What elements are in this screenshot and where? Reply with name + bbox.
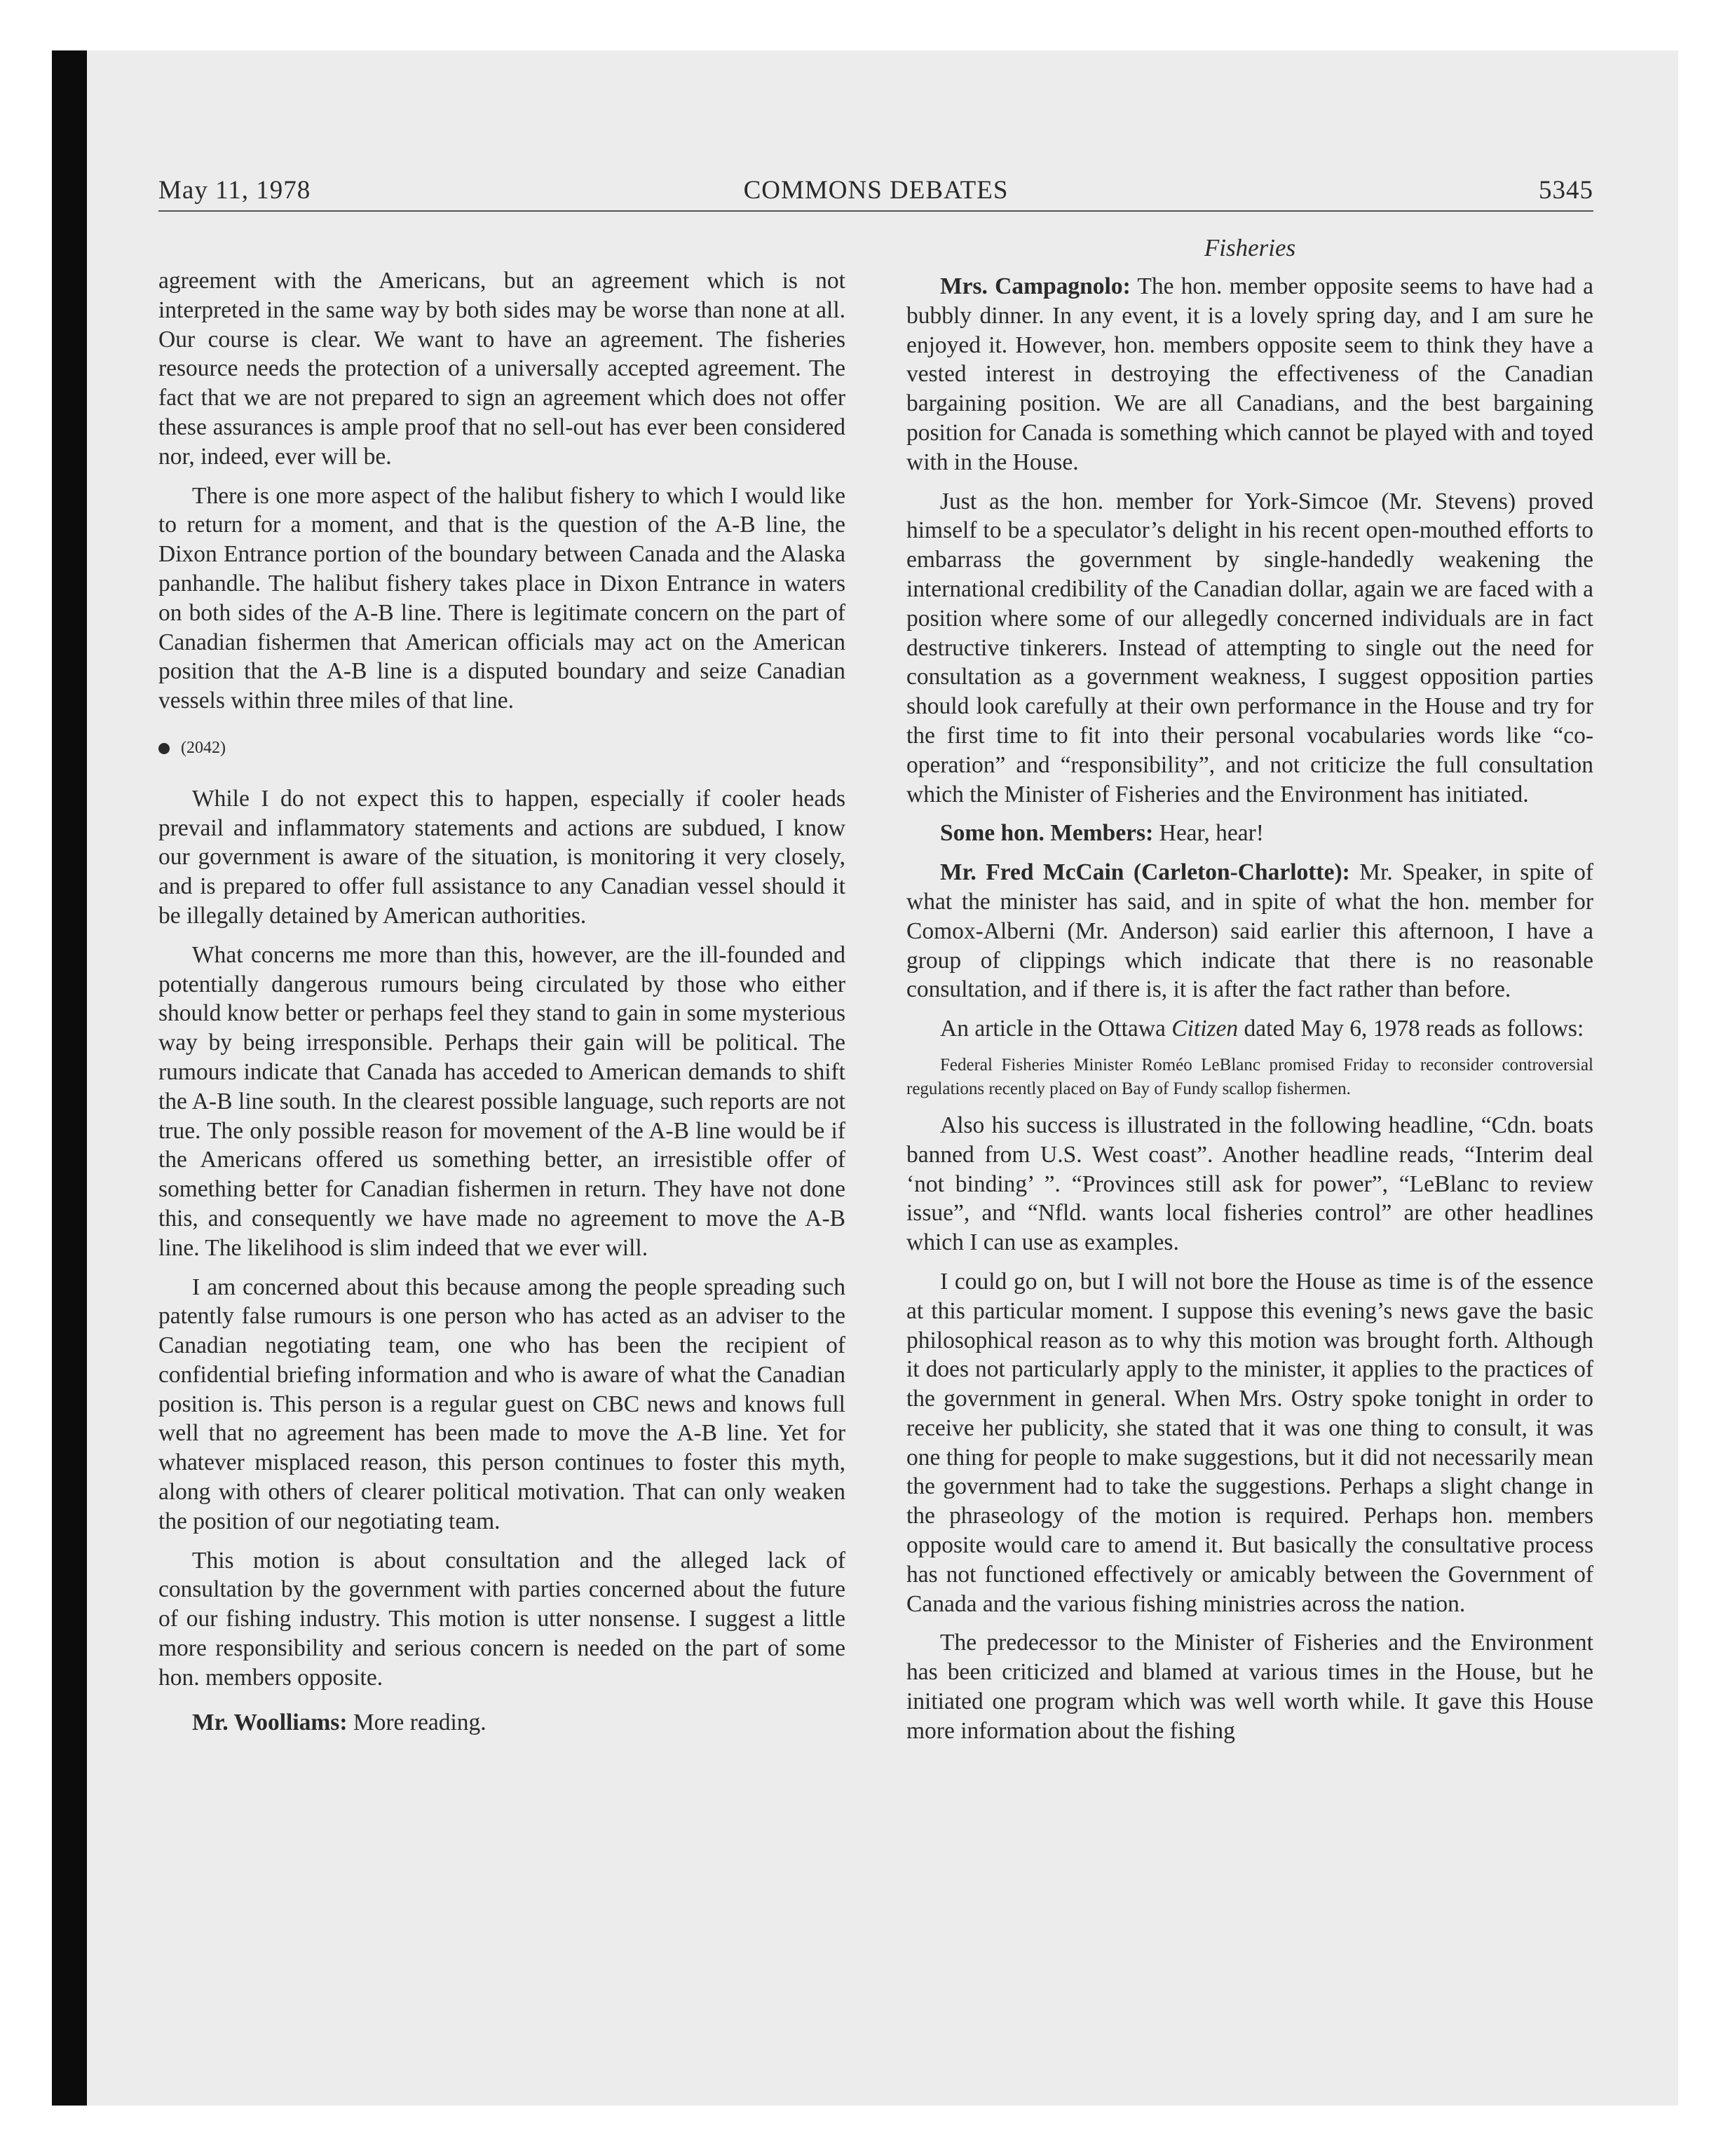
header-title: COMMONS DEBATES: [743, 176, 1009, 205]
paragraph: There is one more aspect of the halibut fishery to which I would like to return for a moment, and that is the question of the A-B line, the Dixon Entrance portion of the boundary between Canada and the Alaska panhandle. The halibut fishery takes place in Dixon Entrance in waters on both sides of the A-B line. There is legitimate concern on the part of Canadian fishermen that American officials may act on the American position that the A-B line is a disputed boundary and seize Canadian vessels within three miles of that line.: [158, 482, 845, 714]
paragraph: agreement with the Americans, but an agreement which is not interpreted in the same way by both sides may be worse than none at all. Our course is clear. We want to have an agreement. The fisheries resource needs the protection of a universally accepted agreement. The fact that we are not prepared to sign an agreement which does not offer these assurances is ample proof that no sell-out has ever been considered nor, indeed, ever will be.: [158, 268, 845, 470]
header-date: May 11, 1978: [158, 176, 311, 205]
article-intro: An article in the Ottawa: [940, 1016, 1166, 1042]
paragraph: Just as the hon. member for York-Simcoe (Mr. Stevens) proved himself to be a speculator’s delight in his recent open-mouthed efforts to embarrass the government by single-handedly weakening the international credibility of the Canadian dollar, again we are faced with a position where some of our allegedly concerned individuals are in fact destructive tinkerers. Instead of attempting to single out the need for consultation as a government weakness, I suggest opposition parties should look carefully at their own performance in the House and try for the first time to fit into their personal vocabularies words like “co-operation” and “responsibility”, and not criticize the full consultation which the Minister of Fisheries and the Environment has initiated.: [906, 488, 1593, 807]
paragraph: What concerns me more than this, however, are the ill-founded and potentially dangerous rumours being circulated by those who either should know better or perhaps feel they stand to gain in some mysterious way by being irresponsible. Perhaps their gain will be political. The rumours indicate that Canada has acceded to American demands to shift the A-B line south. In the clearest possible language, such reports are not true. The only possible reason for movement of the A-B line would be if the Americans offered us something better, an irresistible offer of something better for Canadian fishermen in return. They have not done this, and consequently we have made no agreement to move the A-B line. The likelihood is slim indeed that we ever will.: [158, 941, 845, 1261]
page-number: 5345: [1539, 176, 1593, 205]
speaker-name: Some hon. Members:: [940, 820, 1154, 847]
scan-edge-bar: [52, 50, 87, 2106]
speaker-name: Mrs. Campagnolo:: [940, 273, 1131, 299]
right-column: [906, 231, 1593, 1756]
speech-text: Mr. Speaker, in spite of what the minister has said, and in spite of what the hon. member for Comox-Alberni (Mr. Anderson) said earlier this afternoon, I have a group of clippings which indicate that there is no reasonable consultation, and if there is, it is after the fact rather than before.: [906, 859, 1593, 1003]
newspaper-name: Citizen: [1171, 1016, 1239, 1042]
article-intro-end: dated May 6, 1978 reads as follows:: [1244, 1016, 1584, 1042]
running-header: [158, 175, 1593, 212]
paragraph: I am concerned about this because among the people spreading such patently false rumours is one person who has acted as an adviser to the Canadian negotiating team, one who has been the recipient of confidential briefing information and who is aware of what the Canadian position is. This person is a regular guest on CBC news and knows full well that no agreement has been made to move the A-B line. Yet for whatever misplaced reason, this person continues to foster this myth, along with others of clearer political motivation. That can only weaken the position of our negotiating team.: [158, 1274, 845, 1534]
paragraph: I could go on, but I will not bore the House as time is of the essence at this particular moment. I suppose this evening’s news gave the basic philosophical reason as to why this motion was brought forth. Although it does not particularly apply to the minister, it applies to the practices of the government in general. When Mrs. Ostry spoke tonight in order to receive her publicity, she stated that it was one thing to consult, it was one thing for people to make suggestions, but it did not necessarily mean the government had to take the suggestions. Perhaps a slight change in the phraseology of the motion is required. Perhaps hon. members opposite would care to amend it. But basically the consultative process has not functioned effectively or amicably between the Government of Canada and the various fishing ministries across the nation.: [906, 1268, 1593, 1617]
speech-woolliams: [158, 1708, 845, 1738]
section-heading: Fisheries: [1204, 234, 1296, 261]
speech-campagnolo: [906, 272, 1593, 477]
left-column: [158, 266, 845, 1747]
paragraph: This motion is about consultation and the alleged lack of consultation by the government with parties concerned about the future of our fishing industry. This motion is utter nonsense. I suggest a little more responsibility and serious concern is needed on the part of some hon. members opposite.: [158, 1547, 845, 1691]
timestamp-marker: [158, 734, 845, 763]
speech-text: Hear, hear!: [1159, 820, 1264, 847]
document-page: [158, 175, 1593, 1935]
bullet-dot-icon: [158, 743, 170, 754]
speech-text: More reading.: [353, 1709, 487, 1735]
paragraph: The predecessor to the Minister of Fisheries and the Environment has been criticized and blamed at various times in the House, but he initiated one program which was well worth while. It gave this House more information about the fishing: [906, 1630, 1593, 1744]
speaker-name: Mr. Woolliams:: [192, 1709, 348, 1735]
quoted-article: Federal Fisheries Minister Roméo LeBlanc promised Friday to reconsider controversial regulations recently placed on Bay of Fundy scallop fishermen.: [906, 1055, 1593, 1098]
paragraph: While I do not expect this to happen, especially if cooler heads prevail and inflammatory statements and actions are subdued, I know our government is aware of the situation, is monitoring it very closely, and is prepared to offer full assistance to any Canadian vessel should it be illegally detained by American authorities.: [158, 785, 845, 929]
speech-mccain: [906, 858, 1593, 1004]
paragraph-article: [906, 1014, 1593, 1044]
speech-text: The hon. member opposite seems to have had a bubbly dinner. In any event, it is a lovely spring day, and I am sure he enjoyed it. However, hon. members opposite seem to think they have a vested interest in destroying the effectiveness of the Canadian bargaining position. We are all Canadians, and the best bargaining position for Canada is something which cannot be played with and toyed with in the House.: [906, 273, 1593, 475]
timestamp: (2042): [181, 738, 226, 757]
speech-members: [906, 819, 1593, 848]
speaker-name: Mr. Fred McCain (Carleton-Charlotte):: [940, 859, 1350, 886]
paragraph: Also his success is illustrated in the following headline, “Cdn. boats banned from U.S. West coast”. Another headline reads, “Interim deal ‘not binding’ ”. “Provinces still ask for power”, “LeBlanc to review issue”, and “Nfld. wants local fisheries control” are other headlines which I can use as examples.: [906, 1112, 1593, 1256]
